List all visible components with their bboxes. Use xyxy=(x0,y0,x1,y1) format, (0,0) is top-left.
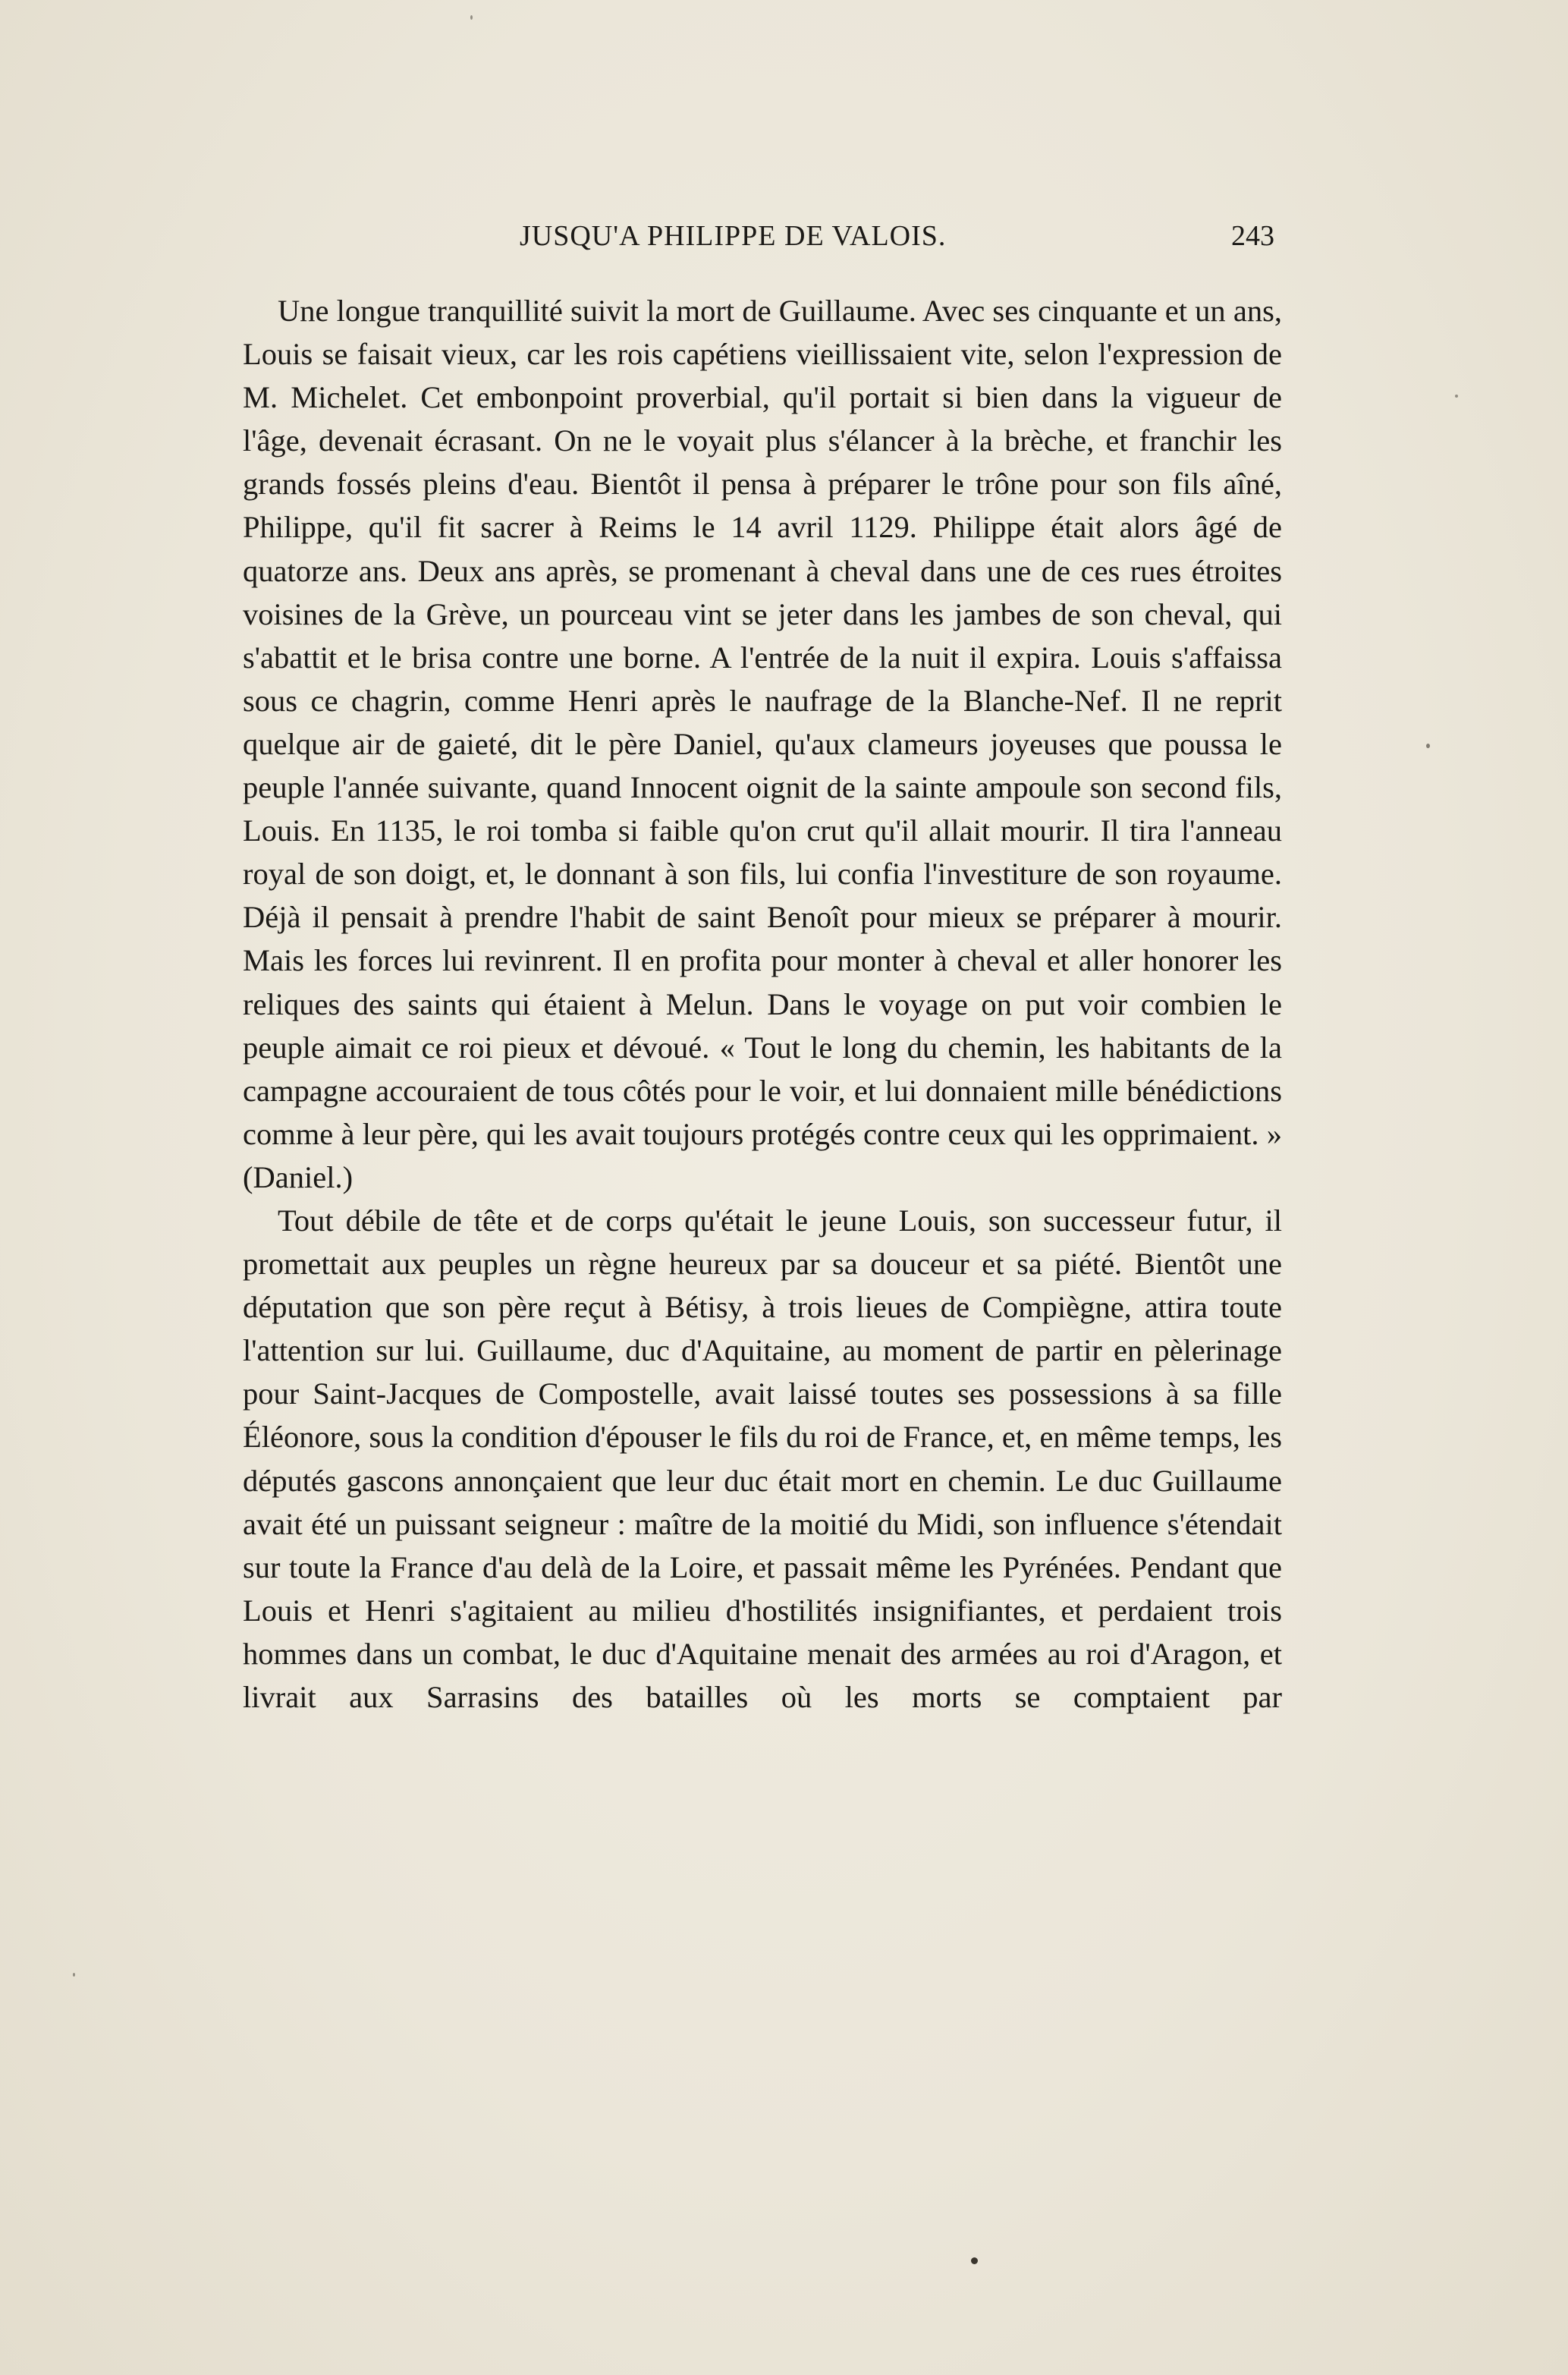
running-title: JUSQU'A PHILIPPE DE VALOIS. xyxy=(520,220,947,252)
ink-speck xyxy=(73,1973,75,1977)
page-number: 243 xyxy=(1231,220,1274,252)
paragraph-2: Tout débile de tête et de corps qu'était le jeune Louis, son successeur futur, il promettait aux peuples un règne heureux par sa douceur et sa piété. Bientôt une députation que son père reçut à Bétisy, à trois lieues de Compiègne, attira toute l'attention sur lui. Guillaume, duc d'Aquitaine, au moment de partir en pèlerinage pour Saint-Jacques de Compostelle, avait laissé toutes ses possessions à sa fille Éléonore, sous la condition d'épouser le fils du roi de France, et, en même temps, les députés gascons annonçaient que leur duc était mort en chemin. Le duc Guillaume avait été un puissant seigneur : maître de la moitié du Midi, son influence s'étendait sur toute la France d'au delà de la Loire, et passait même les Pyrénées. Pendant que Louis et Henri s'agitaient au milieu d'hostilités insignifiantes, et perdaient trois hommes dans un combat, le duc d'Aquitaine menait des armées au roi d'Aragon, et livrait aux Sarrasins des batailles où les morts se comptaient par xyxy=(243,1203,1282,1714)
ink-speck xyxy=(470,15,473,20)
paragraph-1: Une longue tranquillité suivit la mort de Guillaume. Avec ses cinquante et un ans, Louis se faisait vieux, car les rois capétiens vieillissaient vite, selon l'expression de M. Michelet. Cet embonpoint proverbial, qu'il portait si bien dans la vigueur de l'âge, devenait écrasant. On ne le voyait plus s'élancer à la brèche, et franchir les grands fossés pleins d'eau. Bientôt il pensa à préparer le trône pour son fils aîné, Philippe, qu'il fit sacrer à Reims le 14 avril 1129. Philippe était alors âgé de quatorze ans. Deux ans après, se promenant à cheval dans une de ces rues étroites voisines de la Grève, un pourceau vint se jeter dans les jambes de son cheval, qui s'abattit et le brisa contre une borne. A l'entrée de la nuit il expira. Louis s'affaissa sous ce chagrin, comme Henri après le naufrage de la Blanche-Nef. Il ne reprit quelque air de gaieté, dit le père Daniel, qu'aux clameurs joyeuses que poussa le peuple l'année suivante, quand Innocent oignit de la sainte ampoule son second fils, Louis. En 1135, le roi tomba si faible qu'on crut qu'il allait mourir. Il tira l'anneau royal de son doigt, et, le donnant à son fils, lui confia l'investiture de son royaume. Déjà il pensait à prendre l'habit de saint Benoît pour mieux se préparer à mourir. Mais les forces lui revinrent. Il en profita pour monter à cheval et aller honorer les reliques des saints qui étaient à Melun. Dans le voyage on put voir combien le peuple aimait ce roi pieux et dévoué. « Tout le long du chemin, les habitants de la campagne accouraient de tous côtés pour le voir, et lui donnaient mille bénédictions comme à leur père, qui les avait toujours protégés contre ceux qui les opprimaient. » (Daniel.) xyxy=(243,294,1282,1194)
ink-speck xyxy=(1455,395,1458,398)
body-text xyxy=(243,289,1282,1719)
ink-speck xyxy=(971,2257,978,2264)
page-header xyxy=(243,217,1274,255)
ink-speck xyxy=(1426,744,1430,748)
